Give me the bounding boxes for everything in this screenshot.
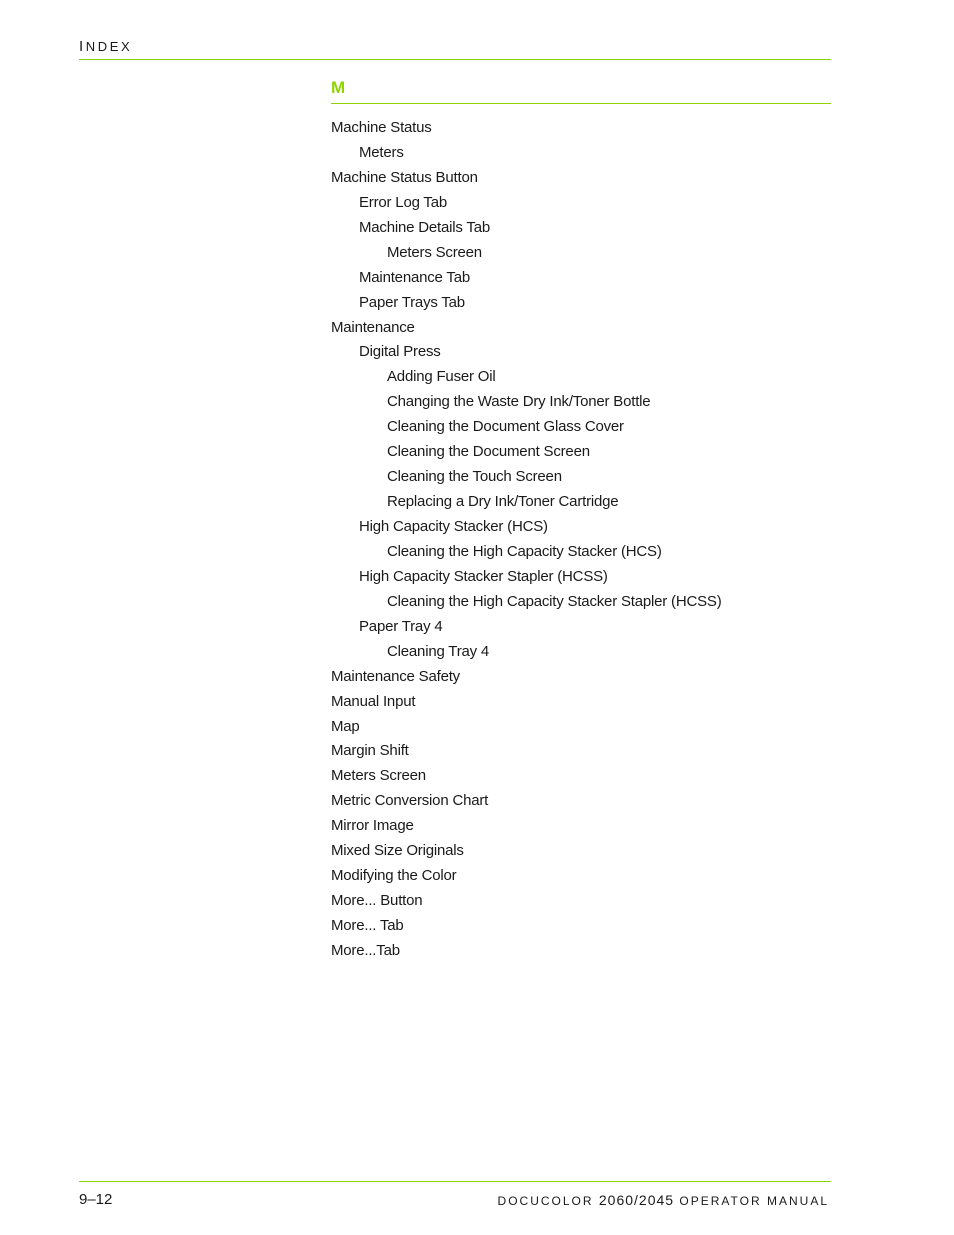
index-entry: More... Button (331, 892, 423, 910)
header-rule (79, 59, 831, 60)
index-entry: Manual Input (331, 692, 416, 710)
footer-title-prefix: DOCUCOLOR (497, 1194, 599, 1208)
section-rule (331, 103, 831, 104)
index-entry: Machine Status (331, 119, 432, 136)
index-entry: Paper Tray 4 (359, 617, 443, 635)
running-header (79, 38, 132, 55)
index-entry: High Capacity Stacker (HCS) (359, 518, 548, 535)
index-entry: Cleaning the High Capacity Stacker Stapler (HCSS) (387, 592, 722, 610)
index-entry: Meters Screen (331, 767, 426, 785)
index-entry: Map (331, 717, 360, 735)
index-entry: More... Tab (331, 917, 404, 934)
section-letter-heading: M (331, 78, 346, 97)
index-entry: Modifying the Color (331, 867, 457, 885)
page-number: 9–12 (79, 1191, 113, 1208)
index-entry: Cleaning the Document Screen (387, 443, 590, 461)
index-entry: Mixed Size Originals (331, 842, 464, 860)
index-entry: Mirror Image (331, 817, 414, 835)
index-entry: Replacing a Dry Ink/Toner Cartridge (387, 493, 619, 511)
index-entry: Maintenance (331, 318, 415, 336)
index-entry: Cleaning the High Capacity Stacker (HCS) (387, 542, 662, 560)
index-entry: Machine Details Tab (359, 218, 490, 236)
index-entry: Paper Trays Tab (359, 293, 465, 311)
footer-model-number: 2060/2045 (598, 1192, 675, 1208)
index-entry: Meters Screen (387, 243, 482, 261)
index-entry: Cleaning the Document Glass Cover (387, 418, 624, 436)
index-entry-list (331, 116, 831, 964)
index-entry: Cleaning the Touch Screen (387, 468, 562, 486)
index-entry: Margin Shift (331, 742, 409, 760)
running-header-initial: I (79, 38, 86, 55)
index-entry: Machine Status Button (331, 168, 478, 186)
index-entry: Cleaning Tray 4 (387, 642, 490, 660)
index-entry: Metric Conversion Chart (331, 792, 489, 810)
index-entry: Error Log Tab (359, 193, 448, 211)
running-header-rest: NDEX (85, 39, 133, 54)
footer-title-suffix: OPERATOR MANUAL (674, 1194, 829, 1208)
index-entry: Digital Press (359, 343, 441, 361)
index-entry: Meters (359, 143, 404, 161)
footer-manual-title (498, 1192, 829, 1208)
index-entry: Adding Fuser Oil (387, 368, 496, 386)
index-entry: More...Tab (331, 941, 400, 959)
footer-rule (79, 1181, 831, 1182)
index-entry: Changing the Waste Dry Ink/Toner Bottle (387, 393, 651, 411)
index-entry: Maintenance Tab (359, 268, 470, 286)
index-entry: High Capacity Stacker Stapler (HCSS) (359, 567, 608, 585)
index-entry: Maintenance Safety (331, 667, 460, 685)
